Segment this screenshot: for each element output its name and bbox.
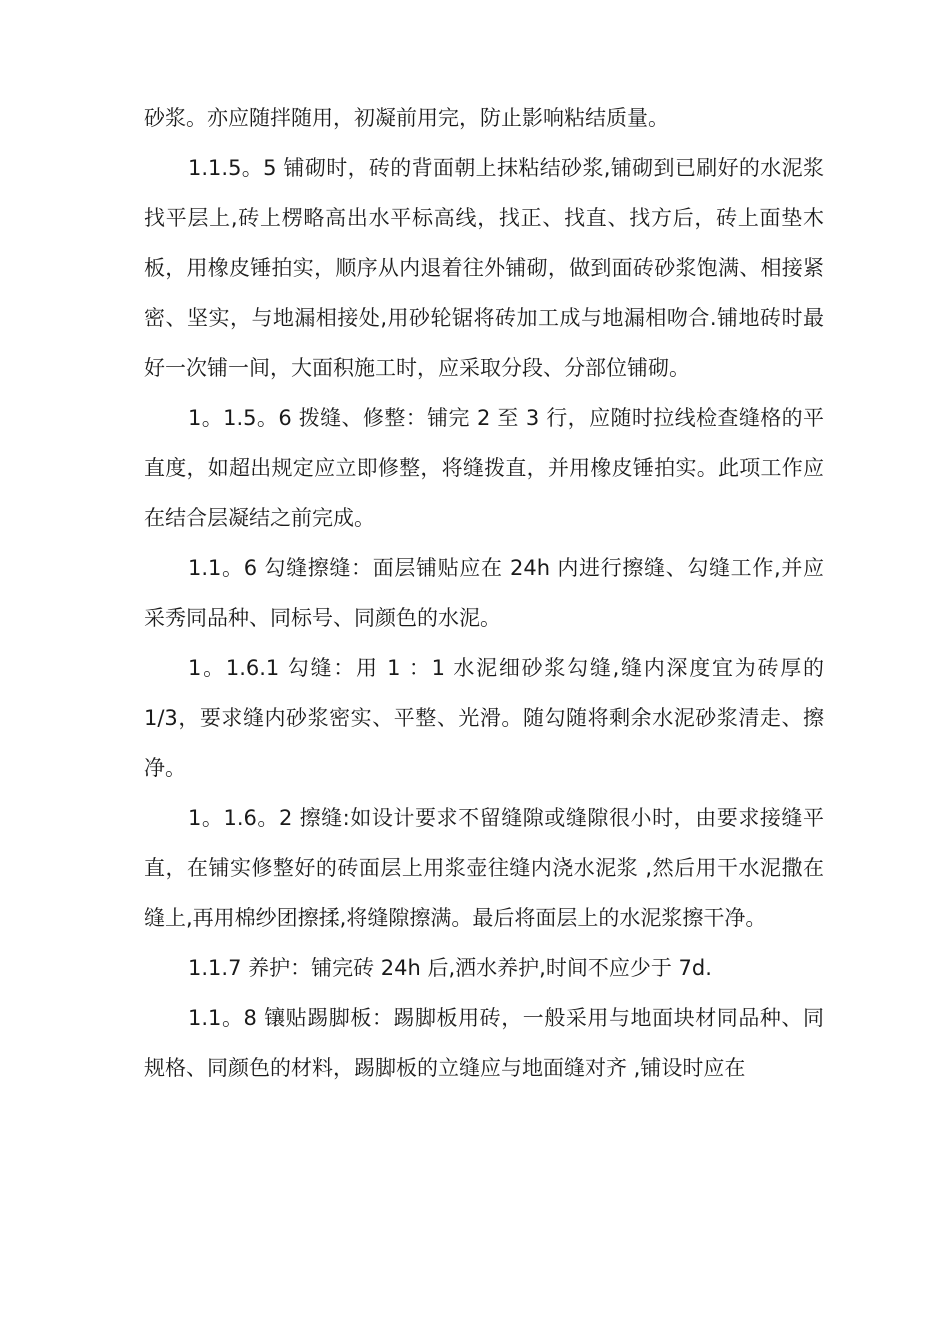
paragraph-5: 1。1.6.1 勾缝：用 1 ：1 水泥细砂浆勾缝,缝内深度宜为砖厚的1/3，要求缝内砂浆密实、平整、光滑。随勾随将剩余水泥砂浆清走、擦净。 xyxy=(144,656,824,780)
paragraph-2: 1.1.5。5 铺砌时，砖的背面朝上抹粘结砂浆,铺砌到已刷好的水泥浆找平层上,砖上楞略高出水平标高线，找正、找直、找方后，砖上面垫木板，用橡皮锤拍实，顺序从内退着往外铺砌，做到面砖砂浆饱满、相接紧密、坚实，与地漏相接处,用砂轮锯将砖加工成与地漏相吻合.铺地砖时最好一次铺一间，大面积施工时，应采取分段、分部位铺砌。 xyxy=(144,156,824,380)
paragraph-4: 1.1。6 勾缝擦缝：面层铺贴应在 24h 内进行擦缝、勾缝工作,并应采秀同品种、同标号、同颜色的水泥。 xyxy=(144,556,824,630)
paragraph-8: 1.1。8 镶贴踢脚板：踢脚板用砖，一般采用与地面块材同品种、同规格、同颜色的材料，踢脚板的立缝应与地面缝对齐 ,铺设时应在 xyxy=(144,1006,824,1080)
paragraph-7: 1.1.7 养护：铺完砖 24h 后,洒水养护,时间不应少于 7d. xyxy=(188,956,712,980)
paragraph-1: 砂浆。亦应随拌随用，初凝前用完，防止影响粘结质量。 xyxy=(144,106,669,130)
body-text xyxy=(144,93,824,1093)
paragraph-6: 1。1.6。2 擦缝:如设计要求不留缝隙或缝隙很小时，由要求接缝平直，在铺实修整好的砖面层上用浆壶往缝内浇水泥浆 ,然后用干水泥撒在缝上,再用棉纱团擦揉,将缝隙擦满。最后将面层上的水泥浆擦干净。 xyxy=(144,806,824,930)
paragraph-3: 1。1.5。6 拨缝、修整：铺完 2 至 3 行，应随时拉线检查缝格的平直度，如超出规定应立即修整，将缝拨直，并用橡皮锤拍实。此项工作应在结合层凝结之前完成。 xyxy=(144,406,824,530)
